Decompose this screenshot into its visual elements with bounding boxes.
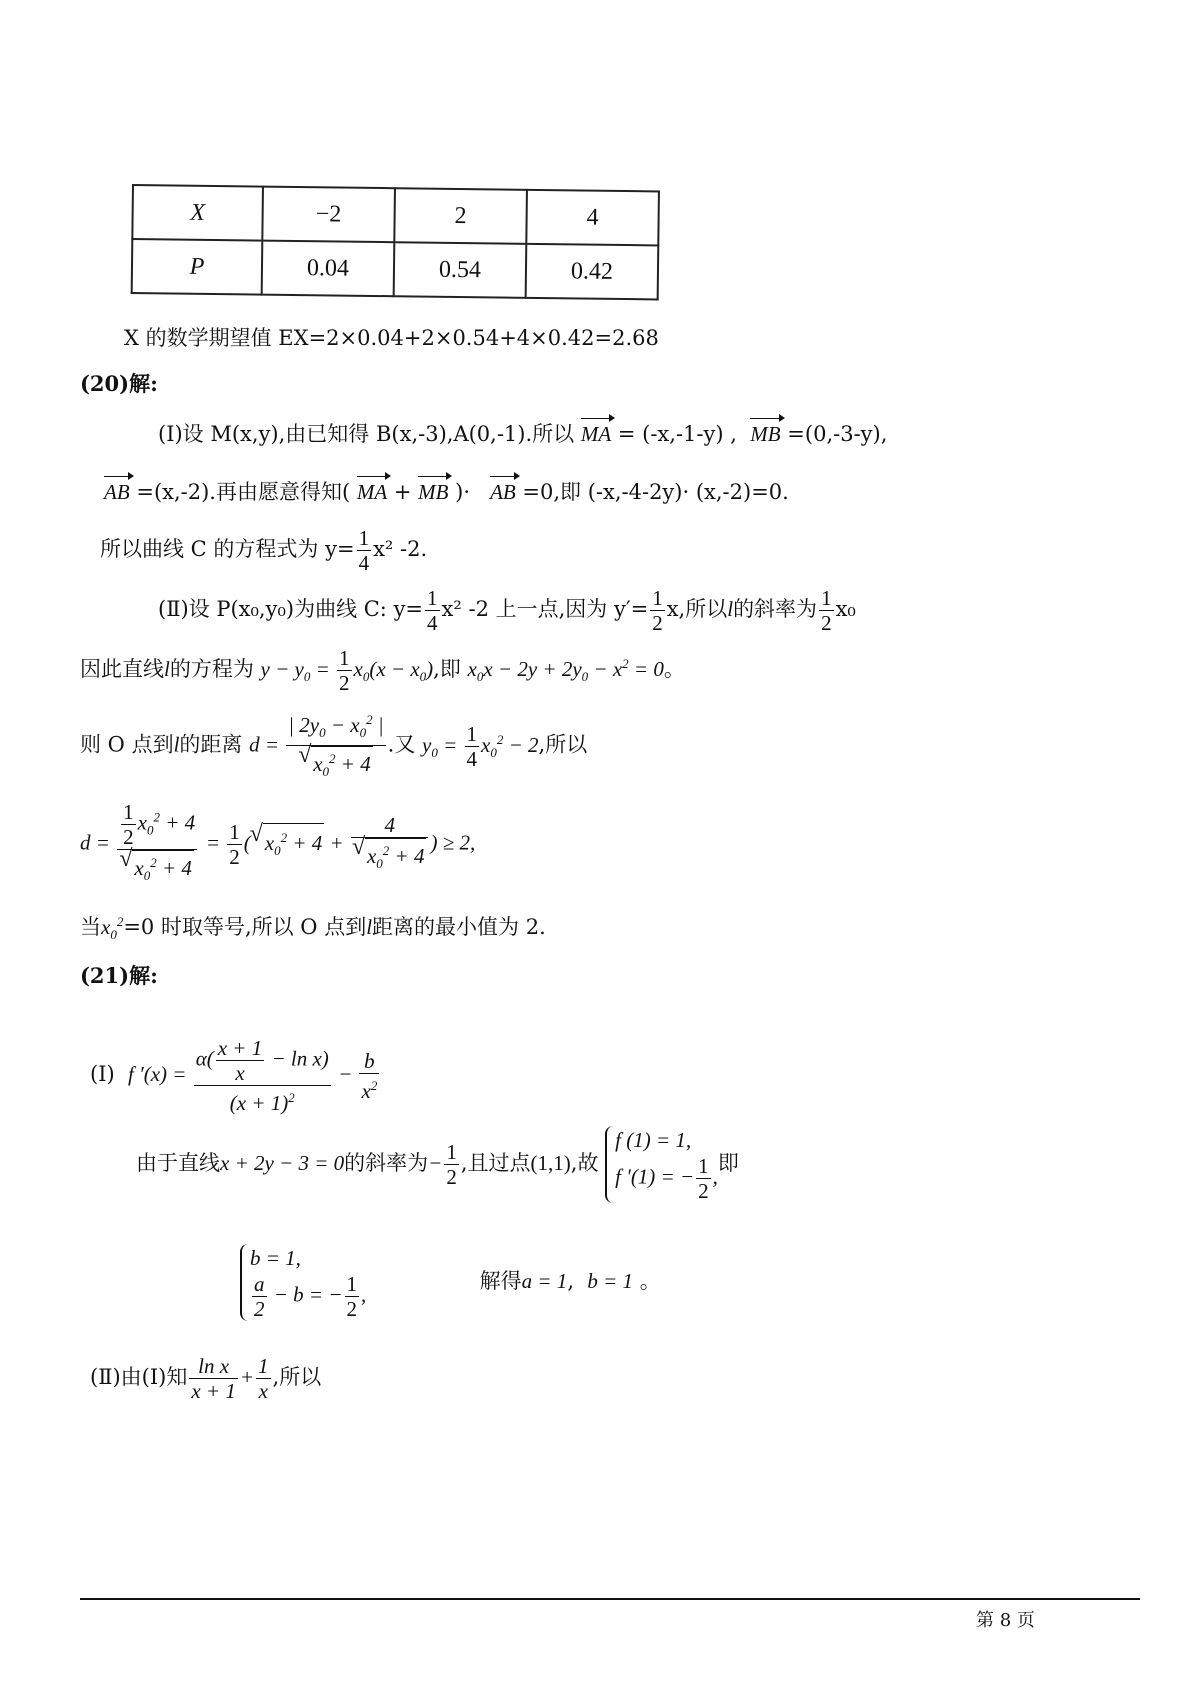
table-cell: 0.42 <box>526 244 659 300</box>
fraction: $\frac{\text{ln x}}{x + 1}$ <box>191 1354 236 1403</box>
text: ,所以 <box>538 732 588 757</box>
q20-line7: d = $\frac{1}{2}$ $x_0^2 + 4$ √ $x_0^2 + 4$ = $\frac{1}{2}$ (√ $x_0^2 + 4$ + 4 √ $x_0^2 + 4$ ) ≥ 2, <box>80 800 475 888</box>
text: x,所以 <box>666 597 728 621</box>
q20-line3 <box>100 526 427 575</box>
table-cell: 0.54 <box>394 242 527 298</box>
vector-ma: MA <box>580 422 612 446</box>
table-cell: −2 <box>262 187 395 243</box>
text: 即 <box>717 1151 739 1175</box>
text: x₀ <box>835 597 856 621</box>
text: ,故 <box>570 1151 599 1175</box>
text: ,即 <box>433 657 461 681</box>
fraction: $\frac{1}{4}$ <box>358 526 370 575</box>
text: =(x,-2).再由愿意得知( <box>136 480 351 504</box>
vector-ab: AB <box>104 480 130 504</box>
fraction: $\frac{1}{x}$ <box>258 1354 269 1403</box>
page-number: 第 8 页 <box>976 1610 1035 1631</box>
text: 所以曲线 C 的方程式为 y= <box>100 537 355 561</box>
q21-label: (21)解: <box>80 963 158 988</box>
text: x² -2. <box>373 537 428 561</box>
q20-line8: 当$x_0^2=0$ 时取等号,所以 O 点到l距离的最小值为 2. <box>80 914 546 943</box>
vector-mb: MB <box>750 422 781 446</box>
table-cell: 2 <box>394 188 527 244</box>
text: =0,即 (-x,-4-2y)· (x,-2)=0. <box>522 480 789 504</box>
expectation-line: X 的数学期望值 EX=2×0.04+2×0.54+4×0.42=2.68 <box>124 326 659 350</box>
text: 解得 <box>479 1269 522 1293</box>
text: 距离的最小值为 2. <box>372 915 546 939</box>
system-brace: b = 1, $\frac{a}{2}$ − b = − $\frac{1}{2}$ , <box>240 1244 366 1321</box>
q21-line1: (Ⅰ) f ′(x) = α( $\frac{x + 1}{x}$ − ln x) $(x + 1)^2$ − $\frac{b}{x^2}$ <box>90 1036 378 1115</box>
fraction: α( $\frac{x + 1}{x}$ − ln x) $(x + 1)^2$ <box>195 1036 329 1115</box>
text: .又 <box>387 732 416 757</box>
fraction: $\frac{1}{2}$ $x_0^2 + 4$ √ $x_0^2 + 4$ <box>117 800 197 888</box>
table-cell: X <box>132 185 263 241</box>
table-row <box>132 185 659 245</box>
text: (Ⅱ)由(Ⅰ)知 <box>90 1365 188 1389</box>
text: 的距离 <box>179 732 243 757</box>
vector-mb: MB <box>418 480 449 504</box>
table-row <box>132 239 659 299</box>
fraction: $\frac{1}{2}$ <box>229 819 240 869</box>
text: )· <box>455 480 471 504</box>
footer-divider <box>80 1598 1140 1600</box>
text: (Ⅰ) <box>90 1062 115 1086</box>
text: =(0,-3-y), <box>787 422 888 446</box>
text: x² -2 上一点,因为 y′= <box>441 597 649 621</box>
probability-table <box>131 184 660 300</box>
q20-label: (20)解: <box>80 371 158 396</box>
q20-line2: AB =(x,-2).再由愿意得知( MA + MB )· AB =0,即 (-x,-4-2y)· (x,-2)=0. <box>104 480 789 504</box>
q21-line2: 由于直线x + 2y − 3 = 0的斜率为− $\frac{1}{2}$ ,且过点(1,1),故 f (1) = 1, f ′(1) = − $\frac{1}{2}$ , 即 <box>136 1128 739 1203</box>
q20-line1 <box>158 420 887 448</box>
fraction: $\frac{1}{2}$ <box>446 1140 457 1189</box>
q20-line4: (Ⅱ)设 P(x₀,y₀)为曲线 C: y= $\frac{1}{4}$ x² -2 上一点,因为 y′= $\frac{1}{2}$ x,所以l的斜率为 $\frac{1}{2}$ x₀ <box>158 586 856 635</box>
text: ,所以 <box>272 1365 322 1389</box>
fraction: $\frac{1}{4}$ <box>427 586 438 635</box>
fraction: $\frac{1}{2}$ <box>339 646 350 695</box>
text: 则 O 点到 <box>80 732 174 757</box>
text: ,且过点 <box>460 1151 531 1175</box>
text: 由于直线 <box>136 1151 220 1175</box>
text: 的方程为 <box>169 657 254 681</box>
q21-line4: (Ⅱ)由(Ⅰ)知 $\frac{\text{ln x}}{x + 1}$ + $\frac{1}{x}$ ,所以 <box>90 1354 322 1403</box>
text: 。 <box>663 657 685 681</box>
fraction: $\frac{1}{2}$ <box>821 586 832 635</box>
text: = (-x,-1-y) , <box>617 422 737 446</box>
fraction: $\frac{1}{4}$ <box>466 721 478 771</box>
table-cell: P <box>132 239 263 295</box>
q20-line6: 则 O 点到l的距离 d = | $2y_0 - x_0^2$ | √ $x_0^2 + 4$ .又 $y_0$ = $\frac{1}{4}$ $x_0^2 - 2$,所以 <box>80 708 587 784</box>
fraction: | $2y_0 - x_0^2$ | √ $x_0^2 + 4$ <box>286 708 385 784</box>
fraction: $\frac{b}{x^2}$ <box>361 1048 378 1103</box>
fraction: $\frac{1}{2}$ <box>652 586 663 635</box>
q20-line5: 因此直线l的方程为 $y - y_0$ = $\frac{1}{2}$ $x_0(x - x_0)$,即 $x_0x - 2y + 2y_0 - x^2 = 0$。 <box>80 646 685 695</box>
system-brace: f (1) = 1, f ′(1) = − $\frac{1}{2}$ , <box>605 1126 718 1203</box>
text: (Ⅰ)设 M(x,y),由已知得 B(x,-3),A(0,-1).所以 <box>158 422 575 446</box>
vector-ma: MA <box>356 480 388 504</box>
text: 的斜率为 <box>733 597 818 621</box>
fraction: 4 √ $x_0^2 + 4$ <box>351 813 429 876</box>
text: 因此直线 <box>80 657 164 681</box>
text: 当 <box>80 915 101 939</box>
text: =0 时取等号,所以 O 点到 <box>123 915 367 939</box>
text: 的斜率为 <box>344 1151 429 1175</box>
vector-ab: AB <box>490 480 516 504</box>
table-cell: 0.04 <box>262 241 395 297</box>
q21-line3: b = 1, $\frac{a}{2}$ − b = − $\frac{1}{2}$ , 解得a = 1, b = 1 。 <box>240 1244 661 1321</box>
text: (Ⅱ)设 P(x₀,y₀)为曲线 C: y= <box>158 597 424 621</box>
table-cell: 4 <box>526 190 659 246</box>
